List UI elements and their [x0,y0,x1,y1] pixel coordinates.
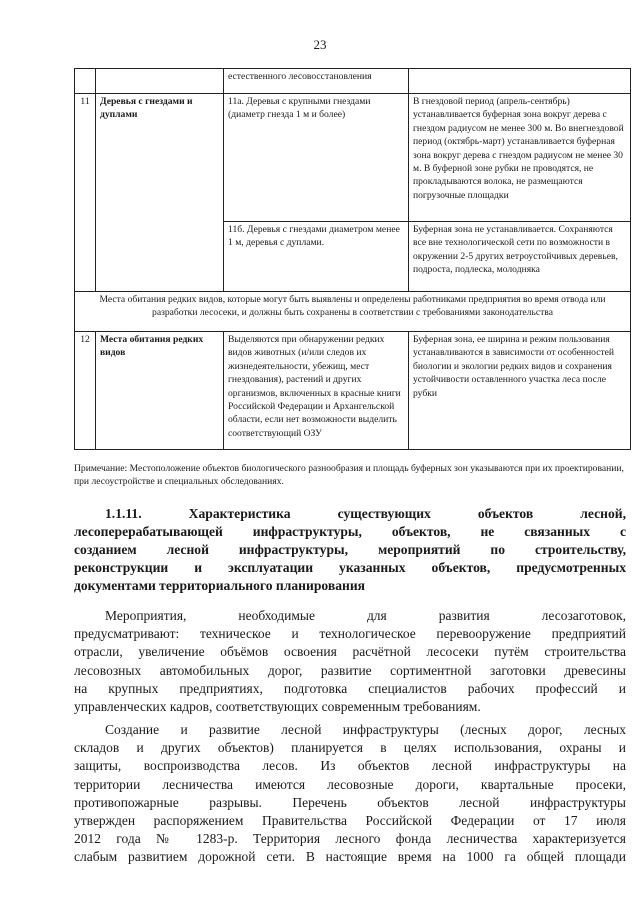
heading-line: 1.1.11. Характеристика существующих объектов лесной, [105,506,626,521]
habitat-name: Места обитания редких видов [96,332,224,450]
text-line: лесовозных автомобильных дорог, развитие сортиментной заготовки древесины [74,662,626,678]
heading-line: лесоперерабатывающей инфраструктуры, объектов, не связанных с [74,524,626,539]
paragraph-2 [74,721,626,867]
table-row [75,69,631,94]
text-line: слабым развитием дорожной сети. В настоящие время на 1000 га общей площади [74,849,626,865]
page-number: 23 [313,37,327,52]
object-description: 11б. Деревья с гнездами диаметром менее 1 м, деревья с дуплами. [224,222,409,292]
paragraph-1 [74,607,626,716]
heading-line: созданием лесной инфраструктуры, мероприятий по строительству, [74,542,626,557]
row-number: 12 [75,332,96,450]
text-line: Создание и развитие лесной инфраструктуры (лесных дорог, лесных [105,722,626,737]
section-row: Места обитания редких видов, которые могут быть выявлены и определены работниками предприятия во время отвода или разработки лесосеки, и должны быть сохранены в соответствии с требованиями законодательства [75,292,631,332]
text-line: на крупных предприятиях, подготовка специалистов рабочих профессий и [74,680,626,696]
text-line: управленческих кадров, соответствующих современным требованиям. [74,699,481,715]
text-line: противопожарные разрывы. Перечень объектов лесной инфраструктуры [74,794,626,810]
text-line: 2012 года № 1283-р. Территория лесного фонда лесничества характеризуется [74,831,626,847]
protection-measures: Буферная зона не устанавливается. Сохраняются все вне технологической сети по возможности в окружении 2-5 других ветроустойчивых деревьев, подроста, подлеска, молодняка [409,222,631,292]
table-cell [96,69,224,94]
protection-measures: В гнездовой период (апрель-сентябрь) устанавливается буферная зона вокруг дерева с гнездом радиусом не менее 300 м. Во внегнездовой период (октябрь-март) устанавливается буферная зона вокруг дерева с гнездом радиусом не менее 30 м. В буферной зоне рубки не проводятся, не прокладываются волока, не размещаются погрузочные площадки [409,94,631,222]
biodiversity-table [74,68,631,450]
habitat-name: Деревья с гнездами и дуплами [96,94,224,292]
object-description: Выделяются при обнаружении редких видов животных (и/или следов их жизнедеятельности, убежищ, мест гнездования), растений и других организмов, включенных в красные книги Российской Федерации и Архангельской области, если нет возможности выделить соответствующий ОЗУ [224,332,409,450]
text-line: защиты, воспроизводства лесов. Из объектов лесной инфраструктуры на [74,758,626,774]
protection-measures: Буферная зона, ее ширина и режим пользования устанавливаются в зависимости от особенностей биологии и экологии редких видов и сохранения устойчивости оставленного участка леса после рубки [409,332,631,450]
text-line: складов и других объектов) планируется в целях использования, охраны и [74,740,626,756]
table-row [75,94,631,222]
heading-line: документами территориального планирования [74,578,366,593]
row-number: 11 [75,94,96,292]
object-description: 11а. Деревья с крупными гнездами (диаметр гнезда 1 м и более) [224,94,409,222]
text-line: территории лесничества имеются лесовозные дороги, квартальные просеки, [74,776,626,792]
table-cell [75,69,96,94]
table-row [75,332,631,450]
text-line: Мероприятия, необходимые для развития лесозаготовок, [105,608,626,623]
table-cell [409,69,631,94]
table-cell: естественного лесовосстановления [224,69,409,94]
text-line: предусматривают: техническое и технологическое перевооружение предприятий [74,626,626,642]
table-note: Примечание: Местоположение объектов биологического разнообразия и площадь буферных зон указываются при их проектировании, при лесоустройстве и специальных обследованиях. [74,463,624,487]
heading-line: реконструкции и эксплуатации указанных объектов, предусмотренных [74,560,626,575]
text-line: отрасли, увеличение объёмов освоения расчётной лесосеки путём строительства [74,644,626,660]
section-heading [74,505,626,595]
text-line: утвержден распоряжением Правительства Российской Федерации от 17 июля [74,813,626,829]
table-row [75,292,631,332]
